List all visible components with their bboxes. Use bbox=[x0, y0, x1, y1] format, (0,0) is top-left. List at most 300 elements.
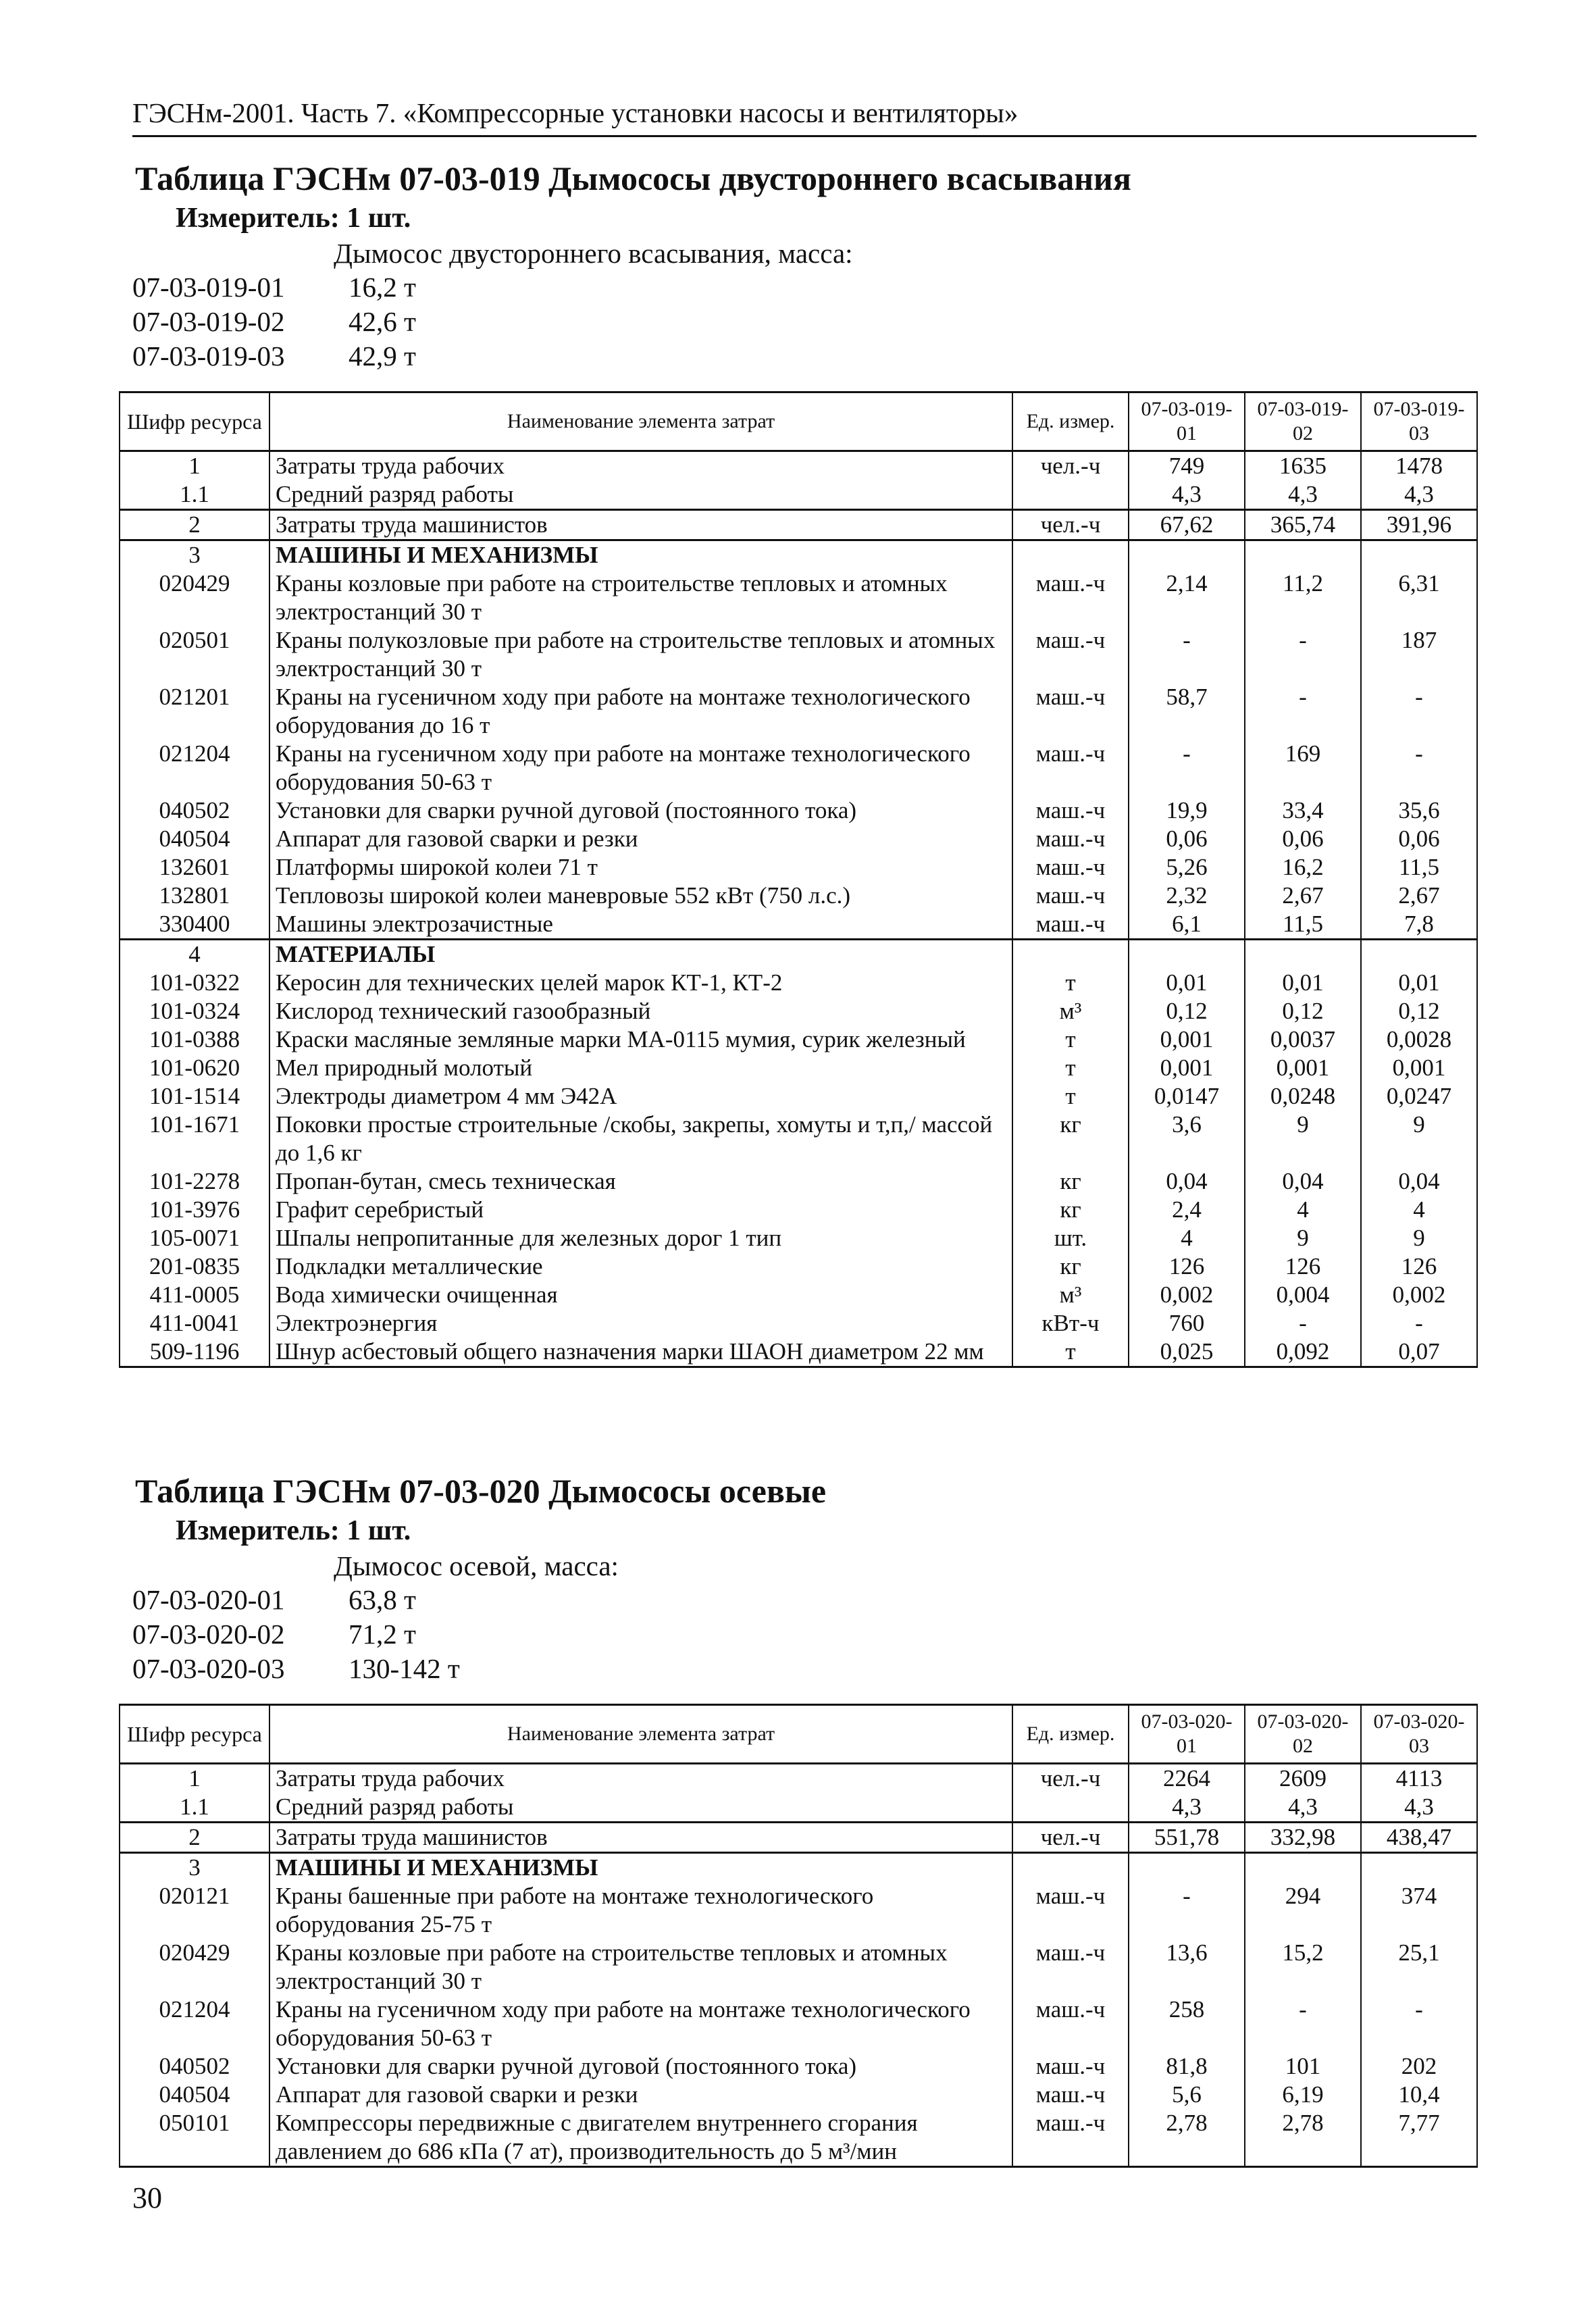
table-row bbox=[120, 796, 1477, 825]
variant-value: 6,19 bbox=[1245, 2081, 1361, 2109]
variant-value: 760 bbox=[1129, 1309, 1245, 1338]
unit-of-measure: маш.-ч bbox=[1012, 1996, 1129, 2052]
resource-code: 101-0324 bbox=[120, 997, 269, 1025]
resource-code: 040502 bbox=[120, 796, 269, 825]
col-head-name: Наименование элемента затрат bbox=[269, 1705, 1012, 1764]
col-head-code: Шифр ресурса bbox=[120, 1705, 269, 1764]
resource-code: 020429 bbox=[120, 1939, 269, 1996]
resource-code: 105-0071 bbox=[120, 1224, 269, 1252]
unit-of-measure: маш.-ч bbox=[1012, 796, 1129, 825]
unit-of-measure: кг bbox=[1012, 1252, 1129, 1281]
variant-value: 13,6 bbox=[1129, 1939, 1245, 1996]
variant-value: 4,3 bbox=[1129, 1793, 1245, 1823]
variant-value: 5,6 bbox=[1129, 2081, 1245, 2109]
variant-value: 0,0247 bbox=[1361, 1082, 1477, 1111]
variant-value: 0,01 bbox=[1245, 969, 1361, 997]
unit-of-measure: м³ bbox=[1012, 1281, 1129, 1309]
variant-value: 2,78 bbox=[1245, 2109, 1361, 2167]
col-head-variant: 07-03-019-01 bbox=[1129, 392, 1245, 451]
variant-value: 71,2 т bbox=[349, 1619, 416, 1650]
unit-of-measure: маш.-ч bbox=[1012, 853, 1129, 882]
variant-value: 0,004 bbox=[1245, 1281, 1361, 1309]
variant-value: 0,002 bbox=[1129, 1281, 1245, 1309]
variant-value: 0,06 bbox=[1245, 825, 1361, 853]
resource-code: 050101 bbox=[120, 2109, 269, 2167]
variant-value: 58,7 bbox=[1129, 683, 1245, 740]
cost-item-name: Установки для сварки ручной дуговой (постоянного тока) bbox=[269, 2052, 1012, 2081]
unit-of-measure: маш.-ч bbox=[1012, 1939, 1129, 1996]
cost-item-name: Тепловозы широкой колеи маневровые 552 кВт (750 л.с.) bbox=[269, 882, 1012, 910]
table-row bbox=[120, 451, 1477, 481]
variant-value: - bbox=[1361, 1309, 1477, 1338]
variant-row bbox=[132, 339, 1476, 374]
cost-item-name: Керосин для технических целей марок КТ-1, КТ-2 bbox=[269, 969, 1012, 997]
table-row bbox=[120, 1853, 1477, 1883]
unit-of-measure: чел.-ч bbox=[1012, 510, 1129, 540]
variant-value bbox=[1129, 540, 1245, 570]
norm-table bbox=[119, 1704, 1478, 2168]
variant-value: 0,06 bbox=[1129, 825, 1245, 853]
table-row bbox=[120, 940, 1477, 969]
table-header-row bbox=[120, 1705, 1477, 1764]
variant-value: 4,3 bbox=[1245, 480, 1361, 510]
cost-item-name: Средний разряд работы bbox=[269, 480, 1012, 510]
variant-value: 0,07 bbox=[1361, 1338, 1477, 1367]
variant-value: 2,32 bbox=[1129, 882, 1245, 910]
variant-value bbox=[1245, 540, 1361, 570]
cost-item-name: Краски масляные земляные марки МА-0115 мумия, сурик железный bbox=[269, 1025, 1012, 1054]
unit-of-measure: маш.-ч bbox=[1012, 882, 1129, 910]
variant-row bbox=[132, 1652, 1476, 1686]
unit-of-measure: кВт-ч bbox=[1012, 1309, 1129, 1338]
variant-value: 2264 bbox=[1129, 1764, 1245, 1794]
cost-item-name: Вода химически очищенная bbox=[269, 1281, 1012, 1309]
variant-row bbox=[132, 305, 1476, 339]
variant-value: 258 bbox=[1129, 1996, 1245, 2052]
variant-value: 126 bbox=[1361, 1252, 1477, 1281]
variant-value: 0,12 bbox=[1361, 997, 1477, 1025]
cost-item-name: МАШИНЫ И МЕХАНИЗМЫ bbox=[269, 1853, 1012, 1883]
variant-value: - bbox=[1129, 626, 1245, 683]
unit-of-measure: маш.-ч bbox=[1012, 626, 1129, 683]
variant-row bbox=[132, 1617, 1476, 1652]
cost-item-name: Установки для сварки ручной дуговой (постоянного тока) bbox=[269, 796, 1012, 825]
table-row bbox=[120, 510, 1477, 540]
variant-value: 101 bbox=[1245, 2052, 1361, 2081]
variant-value bbox=[1129, 1853, 1245, 1883]
table-row bbox=[120, 1764, 1477, 1794]
variant-value: 81,8 bbox=[1129, 2052, 1245, 2081]
variant-value: 2,67 bbox=[1361, 882, 1477, 910]
cost-item-name: Краны козловые при работе на строительстве тепловых и атомных электростанций 30 т bbox=[269, 1939, 1012, 1996]
variant-caption: Дымосос осевой, масса: bbox=[334, 1550, 619, 1581]
table-row bbox=[120, 853, 1477, 882]
unit-of-measure: маш.-ч bbox=[1012, 2081, 1129, 2109]
variant-value: 0,0147 bbox=[1129, 1082, 1245, 1111]
variant-value: 0,092 bbox=[1245, 1338, 1361, 1367]
variant-value: 126 bbox=[1129, 1252, 1245, 1281]
variant-value: 4,3 bbox=[1361, 1793, 1477, 1823]
resource-code: 101-1514 bbox=[120, 1082, 269, 1111]
variant-value: - bbox=[1245, 1996, 1361, 2052]
unit-of-measure: т bbox=[1012, 1054, 1129, 1082]
variant-value: 365,74 bbox=[1245, 510, 1361, 540]
variant-value: 1478 bbox=[1361, 451, 1477, 481]
col-head-unit: Ед. измер. bbox=[1012, 1705, 1129, 1764]
variant-value: 16,2 т bbox=[349, 272, 416, 303]
variant-value: 42,6 т bbox=[349, 306, 416, 337]
unit-of-measure: маш.-ч bbox=[1012, 569, 1129, 626]
col-head-unit: Ед. измер. bbox=[1012, 392, 1129, 451]
resource-code: 2 bbox=[120, 510, 269, 540]
resource-code: 040504 bbox=[120, 2081, 269, 2109]
unit-of-measure: маш.-ч bbox=[1012, 2052, 1129, 2081]
variant-value: 6,31 bbox=[1361, 569, 1477, 626]
variant-value bbox=[1245, 940, 1361, 969]
cost-item-name: Электроды диаметром 4 мм Э42А bbox=[269, 1082, 1012, 1111]
variant-value: 9 bbox=[1245, 1111, 1361, 1167]
variant-value: 0,04 bbox=[1361, 1167, 1477, 1196]
variant-value: 2609 bbox=[1245, 1764, 1361, 1794]
variant-value: 126 bbox=[1245, 1252, 1361, 1281]
variant-value: 11,5 bbox=[1361, 853, 1477, 882]
variant-value: 202 bbox=[1361, 2052, 1477, 2081]
table-row bbox=[120, 1309, 1477, 1338]
cost-item-name: Мел природный молотый bbox=[269, 1054, 1012, 1082]
variant-value: 332,98 bbox=[1245, 1823, 1361, 1853]
resource-code: 1 bbox=[120, 451, 269, 481]
table-header-row bbox=[120, 392, 1477, 451]
variant-code: 07-03-019-01 bbox=[132, 272, 285, 303]
table-row bbox=[120, 540, 1477, 570]
cost-item-name: Платформы широкой колеи 71 т bbox=[269, 853, 1012, 882]
cost-item-name: Затраты труда машинистов bbox=[269, 1823, 1012, 1853]
cost-item-name: Затраты труда машинистов bbox=[269, 510, 1012, 540]
variant-value: 33,4 bbox=[1245, 796, 1361, 825]
variant-value: 0,025 bbox=[1129, 1338, 1245, 1367]
table-row bbox=[120, 683, 1477, 740]
resource-code: 1.1 bbox=[120, 480, 269, 510]
variant-value: - bbox=[1245, 683, 1361, 740]
unit-of-measure: шт. bbox=[1012, 1224, 1129, 1252]
variant-value: 0,12 bbox=[1129, 997, 1245, 1025]
variant-value bbox=[1361, 540, 1477, 570]
variant-value: 42,9 т bbox=[349, 340, 416, 372]
variant-value: 67,62 bbox=[1129, 510, 1245, 540]
variant-value: 2,78 bbox=[1129, 2109, 1245, 2167]
unit-of-measure bbox=[1012, 1793, 1129, 1823]
table-row bbox=[120, 1338, 1477, 1367]
table-row bbox=[120, 1025, 1477, 1054]
variant-value bbox=[1361, 940, 1477, 969]
variant-value: 10,4 bbox=[1361, 2081, 1477, 2109]
resource-code: 101-1671 bbox=[120, 1111, 269, 1167]
table-title: Таблица ГЭСНм 07-03-019 Дымососы двустороннего всасывания bbox=[135, 159, 1131, 197]
resource-code: 411-0041 bbox=[120, 1309, 269, 1338]
cost-item-name: Электроэнергия bbox=[269, 1309, 1012, 1338]
cost-item-name: Средний разряд работы bbox=[269, 1793, 1012, 1823]
resource-code: 411-0005 bbox=[120, 1281, 269, 1309]
resource-code: 132801 bbox=[120, 882, 269, 910]
variant-value: 9 bbox=[1361, 1111, 1477, 1167]
variant-value: 7,8 bbox=[1361, 910, 1477, 940]
col-head-variant: 07-03-019-02 bbox=[1245, 392, 1361, 451]
resource-code: 1.1 bbox=[120, 1793, 269, 1823]
variant-value: 2,4 bbox=[1129, 1196, 1245, 1224]
resource-code: 101-0388 bbox=[120, 1025, 269, 1054]
variant-value: 551,78 bbox=[1129, 1823, 1245, 1853]
table-row bbox=[120, 1823, 1477, 1853]
variant-value: 169 bbox=[1245, 740, 1361, 796]
variant-value: 0,12 bbox=[1245, 997, 1361, 1025]
variant-value: 0,01 bbox=[1129, 969, 1245, 997]
variant-value: 0,001 bbox=[1129, 1025, 1245, 1054]
unit-of-measure bbox=[1012, 540, 1129, 570]
cost-item-name: Аппарат для газовой сварки и резки bbox=[269, 2081, 1012, 2109]
resource-code: 2 bbox=[120, 1823, 269, 1853]
variant-value: 374 bbox=[1361, 1882, 1477, 1939]
variant-value: 4 bbox=[1361, 1196, 1477, 1224]
col-head-name: Наименование элемента затрат bbox=[269, 392, 1012, 451]
variant-code: 07-03-019-03 bbox=[132, 340, 285, 372]
table-row bbox=[120, 1054, 1477, 1082]
variant-value bbox=[1361, 1853, 1477, 1883]
col-head-variant: 07-03-019-03 bbox=[1361, 392, 1477, 451]
unit-of-measure: маш.-ч bbox=[1012, 825, 1129, 853]
variant-value: 0,001 bbox=[1129, 1054, 1245, 1082]
col-head-variant: 07-03-020-01 bbox=[1129, 1705, 1245, 1764]
variant-code: 07-03-020-03 bbox=[132, 1653, 285, 1684]
unit-of-measure: т bbox=[1012, 1025, 1129, 1054]
resource-code: 020429 bbox=[120, 569, 269, 626]
col-head-code: Шифр ресурса bbox=[120, 392, 269, 451]
resource-code: 1 bbox=[120, 1764, 269, 1794]
variant-row bbox=[132, 270, 1476, 305]
variant-value bbox=[1129, 940, 1245, 969]
cost-item-name: Кислород технический газообразный bbox=[269, 997, 1012, 1025]
unit-of-measure: чел.-ч bbox=[1012, 1764, 1129, 1794]
table-row bbox=[120, 1224, 1477, 1252]
variant-value: 0,04 bbox=[1245, 1167, 1361, 1196]
variant-code: 07-03-019-02 bbox=[132, 306, 285, 337]
unit-of-measure: маш.-ч bbox=[1012, 2109, 1129, 2167]
variant-value: 1635 bbox=[1245, 451, 1361, 481]
unit-of-measure bbox=[1012, 480, 1129, 510]
variant-value: 9 bbox=[1245, 1224, 1361, 1252]
variant-value: 0,0037 bbox=[1245, 1025, 1361, 1054]
variant-value: 35,6 bbox=[1361, 796, 1477, 825]
cost-item-name: Краны на гусеничном ходу при работе на монтаже технологического оборудования 50-63 т bbox=[269, 740, 1012, 796]
variant-value: 0,0248 bbox=[1245, 1082, 1361, 1111]
variant-value: 11,2 bbox=[1245, 569, 1361, 626]
variant-value: 5,26 bbox=[1129, 853, 1245, 882]
variant-value: 0,01 bbox=[1361, 969, 1477, 997]
unit-of-measure: кг bbox=[1012, 1196, 1129, 1224]
variant-value bbox=[1245, 1853, 1361, 1883]
variant-caption: Дымосос двустороннего всасывания, масса: bbox=[334, 238, 853, 269]
resource-code: 021201 bbox=[120, 683, 269, 740]
table-row bbox=[120, 969, 1477, 997]
resource-code: 101-0322 bbox=[120, 969, 269, 997]
variant-value: 3,6 bbox=[1129, 1111, 1245, 1167]
cost-item-name: Аппарат для газовой сварки и резки bbox=[269, 825, 1012, 853]
variant-value: 16,2 bbox=[1245, 853, 1361, 882]
variant-value: 749 bbox=[1129, 451, 1245, 481]
cost-item-name: МАШИНЫ И МЕХАНИЗМЫ bbox=[269, 540, 1012, 570]
resource-code: 3 bbox=[120, 540, 269, 570]
table-row bbox=[120, 626, 1477, 683]
variant-value: 0,06 bbox=[1361, 825, 1477, 853]
variant-value: 294 bbox=[1245, 1882, 1361, 1939]
cost-item-name: Краны башенные при работе на монтаже технологического оборудования 25-75 т bbox=[269, 1882, 1012, 1939]
resource-code: 509-1196 bbox=[120, 1338, 269, 1367]
variant-value: 2,67 bbox=[1245, 882, 1361, 910]
variant-value: - bbox=[1129, 740, 1245, 796]
col-head-variant: 07-03-020-03 bbox=[1361, 1705, 1477, 1764]
cost-item-name: Краны козловые при работе на строительстве тепловых и атомных электростанций 30 т bbox=[269, 569, 1012, 626]
table-row bbox=[120, 2081, 1477, 2109]
variant-value: 0,001 bbox=[1245, 1054, 1361, 1082]
cost-item-name: Компрессоры передвижные с двигателем внутреннего сгорания давлением до 686 кПа (7 ат), производительность до 5 м³/мин bbox=[269, 2109, 1012, 2167]
unit-of-measure: т bbox=[1012, 969, 1129, 997]
table-row bbox=[120, 1252, 1477, 1281]
variant-value: 19,9 bbox=[1129, 796, 1245, 825]
cost-item-name: МАТЕРИАЛЫ bbox=[269, 940, 1012, 969]
unit-of-measure: маш.-ч bbox=[1012, 740, 1129, 796]
cost-item-name: Графит серебристый bbox=[269, 1196, 1012, 1224]
table-row bbox=[120, 1793, 1477, 1823]
table-row bbox=[120, 1996, 1477, 2052]
variant-value: - bbox=[1129, 1882, 1245, 1939]
unit-of-measure: маш.-ч bbox=[1012, 683, 1129, 740]
variant-value: 391,96 bbox=[1361, 510, 1477, 540]
variant-code: 07-03-020-02 bbox=[132, 1619, 285, 1650]
cost-item-name: Шнур асбестовый общего назначения марки ШАОН диаметром 22 мм bbox=[269, 1338, 1012, 1367]
resource-code: 201-0835 bbox=[120, 1252, 269, 1281]
variant-value: - bbox=[1245, 1309, 1361, 1338]
cost-item-name: Машины электрозачистные bbox=[269, 910, 1012, 940]
unit-of-measure: кг bbox=[1012, 1167, 1129, 1196]
page-number: 30 bbox=[132, 2181, 162, 2214]
variant-value: 4 bbox=[1245, 1196, 1361, 1224]
variant-value: 0,0028 bbox=[1361, 1025, 1477, 1054]
variant-value: 2,14 bbox=[1129, 569, 1245, 626]
unit-of-measure bbox=[1012, 940, 1129, 969]
resource-code: 3 bbox=[120, 1853, 269, 1883]
unit-of-measure: т bbox=[1012, 1082, 1129, 1111]
variant-value: 4,3 bbox=[1361, 480, 1477, 510]
resource-code: 132601 bbox=[120, 853, 269, 882]
table-row bbox=[120, 882, 1477, 910]
table-section-07-03-019 bbox=[119, 157, 1476, 1368]
variant-value: 130-142 т bbox=[349, 1653, 460, 1684]
variant-value: 15,2 bbox=[1245, 1939, 1361, 1996]
norm-table bbox=[119, 391, 1478, 1368]
cost-item-name: Поковки простые строительные /скобы, закрепы, хомуты и т,п,/ массой до 1,6 кг bbox=[269, 1111, 1012, 1167]
variant-value: - bbox=[1361, 683, 1477, 740]
table-row bbox=[120, 1281, 1477, 1309]
cost-item-name: Краны полукозловые при работе на строительстве тепловых и атомных электростанций 30 т bbox=[269, 626, 1012, 683]
variant-value: - bbox=[1245, 626, 1361, 683]
unit-of-measure: кг bbox=[1012, 1111, 1129, 1167]
variant-value: 0,002 bbox=[1361, 1281, 1477, 1309]
resource-code: 020501 bbox=[120, 626, 269, 683]
table-row bbox=[120, 1939, 1477, 1996]
variant-value: 4113 bbox=[1361, 1764, 1477, 1794]
variant-value: 4,3 bbox=[1245, 1793, 1361, 1823]
cost-item-name: Шпалы непропитанные для железных дорог 1 тип bbox=[269, 1224, 1012, 1252]
variant-value: 6,1 bbox=[1129, 910, 1245, 940]
table-row bbox=[120, 997, 1477, 1025]
variant-value: 0,04 bbox=[1129, 1167, 1245, 1196]
variant-value: 63,8 т bbox=[349, 1584, 416, 1615]
unit-of-measure: м³ bbox=[1012, 997, 1129, 1025]
unit-of-measure: чел.-ч bbox=[1012, 1823, 1129, 1853]
table-row bbox=[120, 1882, 1477, 1939]
cost-item-name: Затраты труда рабочих bbox=[269, 451, 1012, 481]
resource-code: 101-3976 bbox=[120, 1196, 269, 1224]
variant-code: 07-03-020-01 bbox=[132, 1584, 285, 1615]
variant-value: - bbox=[1361, 1996, 1477, 2052]
variant-value: 9 bbox=[1361, 1224, 1477, 1252]
unit-of-measure: чел.-ч bbox=[1012, 451, 1129, 481]
resource-code: 101-2278 bbox=[120, 1167, 269, 1196]
table-row bbox=[120, 480, 1477, 510]
variant-row bbox=[132, 1583, 1476, 1617]
resource-code: 101-0620 bbox=[120, 1054, 269, 1082]
table-row bbox=[120, 910, 1477, 940]
table-section-07-03-020 bbox=[119, 1469, 1476, 2168]
cost-item-name: Затраты труда рабочих bbox=[269, 1764, 1012, 1794]
table-row bbox=[120, 825, 1477, 853]
measure-unit: Измеритель: 1 шт. bbox=[176, 1515, 411, 1546]
col-head-variant: 07-03-020-02 bbox=[1245, 1705, 1361, 1764]
measure-unit: Измеритель: 1 шт. bbox=[176, 203, 411, 234]
variant-value: 11,5 bbox=[1245, 910, 1361, 940]
cost-item-name: Пропан-бутан, смесь техническая bbox=[269, 1167, 1012, 1196]
resource-code: 021204 bbox=[120, 740, 269, 796]
resource-code: 021204 bbox=[120, 1996, 269, 2052]
table-row bbox=[120, 1196, 1477, 1224]
unit-of-measure: маш.-ч bbox=[1012, 1882, 1129, 1939]
resource-code: 020121 bbox=[120, 1882, 269, 1939]
table-row bbox=[120, 1082, 1477, 1111]
table-title: Таблица ГЭСНм 07-03-020 Дымососы осевые bbox=[135, 1472, 827, 1510]
variant-value: 25,1 bbox=[1361, 1939, 1477, 1996]
table-row bbox=[120, 1111, 1477, 1167]
cost-item-name: Краны на гусеничном ходу при работе на монтаже технологического оборудования до 16 т bbox=[269, 683, 1012, 740]
table-row bbox=[120, 740, 1477, 796]
resource-code: 040502 bbox=[120, 2052, 269, 2081]
variant-value: 7,77 bbox=[1361, 2109, 1477, 2167]
variant-value: 4,3 bbox=[1129, 480, 1245, 510]
unit-of-measure: маш.-ч bbox=[1012, 910, 1129, 940]
resource-code: 040504 bbox=[120, 825, 269, 853]
unit-of-measure: т bbox=[1012, 1338, 1129, 1367]
running-header: ГЭСНм-2001. Часть 7. «Компрессорные установки насосы и вентиляторы» bbox=[132, 93, 1476, 137]
table-row bbox=[120, 569, 1477, 626]
variant-value: - bbox=[1361, 740, 1477, 796]
table-row bbox=[120, 1167, 1477, 1196]
cost-item-name: Подкладки металлические bbox=[269, 1252, 1012, 1281]
table-row bbox=[120, 2109, 1477, 2167]
variant-value: 438,47 bbox=[1361, 1823, 1477, 1853]
variant-value: 4 bbox=[1129, 1224, 1245, 1252]
resource-code: 330400 bbox=[120, 910, 269, 940]
cost-item-name: Краны на гусеничном ходу при работе на монтаже технологического оборудования 50-63 т bbox=[269, 1996, 1012, 2052]
variant-value: 0,001 bbox=[1361, 1054, 1477, 1082]
resource-code: 4 bbox=[120, 940, 269, 969]
